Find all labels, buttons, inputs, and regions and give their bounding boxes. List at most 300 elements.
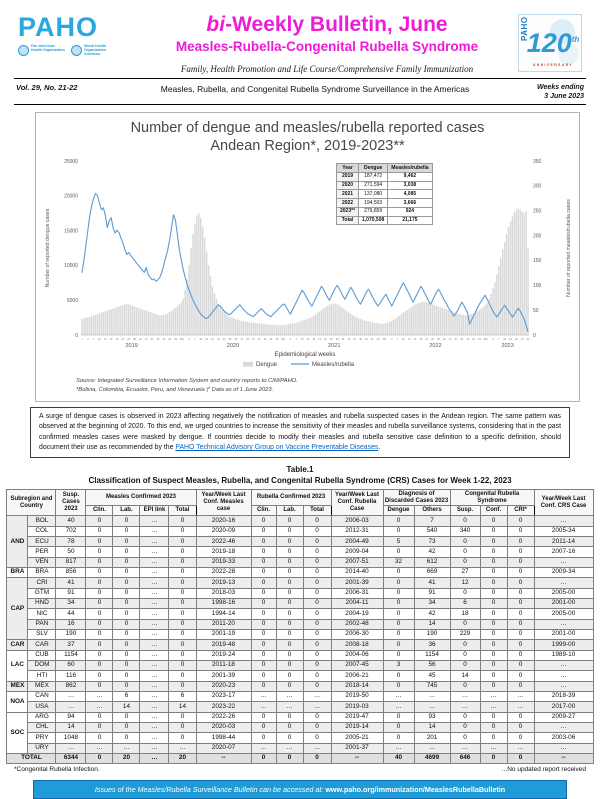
- data-cell: 0: [303, 537, 331, 547]
- svg-text:300: 300: [532, 184, 541, 191]
- country-cell: CAN: [28, 691, 56, 701]
- data-cell: 0: [303, 650, 331, 660]
- data-cell: 0: [507, 598, 534, 608]
- data-cell: 0: [507, 722, 534, 732]
- summary-cell: 2021: [337, 190, 359, 199]
- svg-text:15000: 15000: [63, 228, 78, 235]
- country-cell: HTI: [28, 671, 56, 681]
- svg-text:2021: 2021: [327, 343, 340, 350]
- subregion-cell: BRA: [7, 567, 28, 577]
- subcol-clin: Clin.: [251, 506, 276, 516]
- svg-text:50: 50: [532, 308, 539, 315]
- data-cell: 0: [507, 650, 534, 660]
- table-row: [7, 712, 593, 722]
- svg-text:28: 28: [436, 338, 440, 342]
- data-cell: 0: [113, 671, 140, 681]
- subcol-cri: CRI*: [507, 506, 534, 516]
- data-cell: …: [86, 702, 113, 712]
- data-cell: 0: [86, 516, 113, 526]
- data-cell: 0: [507, 712, 534, 722]
- country-cell: SLV: [28, 629, 56, 639]
- data-cell: 340: [450, 526, 480, 536]
- subcol-clin: Clin.: [86, 506, 113, 516]
- country-cell: CAR: [28, 640, 56, 650]
- data-cell: 0: [507, 660, 534, 670]
- table-row: [7, 547, 593, 557]
- data-cell: 2003-06: [534, 733, 593, 743]
- data-cell: 0: [276, 588, 303, 598]
- data-cell: 0: [450, 537, 480, 547]
- svg-text:31: 31: [442, 338, 446, 342]
- data-cell: 0: [276, 619, 303, 629]
- data-cell: 0: [113, 660, 140, 670]
- data-cell: 2019-13: [196, 578, 251, 588]
- data-cell: 0: [86, 650, 113, 660]
- bulletin-title: [144, 14, 510, 36]
- data-cell: 2001-00: [534, 629, 593, 639]
- summary-cell: 137,080: [359, 190, 388, 199]
- data-cell: …: [507, 743, 534, 753]
- surveillance-title: Measles, Rubella, and Congenital Rubella Syndrome Surveillance in the Americas: [160, 84, 470, 95]
- data-cell: …: [303, 743, 331, 753]
- data-cell: …: [534, 557, 593, 567]
- data-cell: 0: [303, 547, 331, 557]
- table-caption: Table.1 Classification of Suspect Measles, Rubella, and Congenital Rubella Syndrome (CRS) Cases for Week 1-22, 2023: [88, 465, 512, 486]
- data-cell: 0: [113, 547, 140, 557]
- svg-text:2023: 2023: [500, 343, 514, 350]
- org1-label: Pan American Health Organization: [31, 44, 65, 53]
- data-cell: 1998-44: [196, 733, 251, 743]
- data-cell: 2011-20: [196, 619, 251, 629]
- summary-row: [337, 216, 433, 225]
- data-cell: 0: [86, 609, 113, 619]
- data-cell: 2004-06: [331, 650, 383, 660]
- data-cell: 0: [450, 712, 480, 722]
- summary-cell: 2019: [337, 172, 359, 181]
- data-cell: 0: [86, 557, 113, 567]
- svg-text:34: 34: [144, 338, 148, 342]
- total-cell: 4699: [414, 753, 450, 763]
- data-cell: 0: [507, 588, 534, 598]
- data-cell: 0: [251, 609, 276, 619]
- data-cell: 2007-16: [534, 547, 593, 557]
- data-cell: …: [140, 681, 169, 691]
- total-cell: --: [196, 753, 251, 763]
- svg-text:19: 19: [520, 338, 524, 342]
- svg-text:7: 7: [295, 338, 297, 342]
- data-cell: 0: [276, 557, 303, 567]
- data-cell: 0: [450, 547, 480, 557]
- data-cell: …: [450, 743, 480, 753]
- data-cell: 0: [480, 578, 507, 588]
- data-cell: 0: [480, 629, 507, 639]
- data-cell: 0: [480, 733, 507, 743]
- data-cell: 0: [276, 712, 303, 722]
- data-cell: …: [534, 578, 593, 588]
- data-cell: 0: [86, 629, 113, 639]
- country-cell: CUB: [28, 650, 56, 660]
- data-cell: 0: [507, 619, 534, 629]
- data-cell: …: [56, 702, 86, 712]
- data-cell: 0: [303, 640, 331, 650]
- data-cell: 0: [303, 722, 331, 732]
- table-row: [7, 609, 593, 619]
- data-cell: 0: [507, 578, 534, 588]
- summary-cell: 279,859: [359, 207, 388, 216]
- data-cell: …: [534, 660, 593, 670]
- data-cell: 612: [414, 557, 450, 567]
- data-cell: 0: [113, 681, 140, 691]
- data-cell: 0: [113, 609, 140, 619]
- data-cell: 12: [450, 578, 480, 588]
- data-cell: 0: [113, 567, 140, 577]
- data-cell: 0: [383, 598, 414, 608]
- data-cell: 0: [276, 733, 303, 743]
- masthead: [0, 0, 600, 74]
- data-cell: …: [276, 743, 303, 753]
- paho-120-anniversary-logo: [518, 14, 582, 72]
- svg-text:46: 46: [370, 338, 374, 342]
- data-cell: 669: [414, 567, 450, 577]
- data-cell: 0: [450, 681, 480, 691]
- svg-text:16: 16: [210, 338, 214, 342]
- data-cell: 0: [383, 671, 414, 681]
- data-cell: 0: [251, 712, 276, 722]
- svg-text:43: 43: [161, 338, 165, 342]
- data-cell: 0: [303, 733, 331, 743]
- svg-text:7: 7: [193, 338, 196, 342]
- data-cell: 0: [450, 640, 480, 650]
- data-cell: 0: [507, 567, 534, 577]
- data-cell: …: [140, 733, 169, 743]
- table-row: [7, 743, 593, 753]
- data-cell: 0: [507, 671, 534, 681]
- data-cell: 0: [507, 547, 534, 557]
- data-cell: 0: [303, 671, 331, 681]
- chart-source-notes: [76, 377, 579, 394]
- svg-text:10: 10: [300, 338, 304, 342]
- data-cell: 2007-51: [331, 557, 383, 567]
- data-cell: 0: [169, 733, 196, 743]
- data-cell: 2019-03: [331, 702, 383, 712]
- table-footnotes: [0, 764, 600, 773]
- data-cell: 0: [251, 660, 276, 670]
- svg-text:31: 31: [138, 338, 142, 342]
- svg-text:13: 13: [103, 338, 107, 342]
- svg-text:4: 4: [491, 338, 494, 342]
- total-cell: 0: [276, 753, 303, 763]
- subcol-total: Total: [169, 506, 196, 516]
- data-cell: 0: [450, 619, 480, 629]
- volume-number: Vol. 29, No. 21-22: [16, 83, 78, 93]
- data-cell: 2019-24: [196, 650, 251, 660]
- country-cell: NIC: [28, 609, 56, 619]
- data-cell: 540: [414, 526, 450, 536]
- data-cell: 0: [303, 588, 331, 598]
- table-row: [7, 567, 593, 577]
- table-header-row-2: [7, 506, 593, 516]
- data-cell: 1154: [56, 650, 86, 660]
- svg-text:37: 37: [352, 338, 356, 342]
- data-cell: 2011-18: [196, 660, 251, 670]
- data-cell: 34: [414, 598, 450, 608]
- data-cell: 34: [56, 598, 86, 608]
- summary-cell: 2023**: [337, 207, 359, 216]
- source-line-1: Source: Integrated Surveillance Information System and country reports to CIM/PAHO.: [76, 378, 298, 385]
- data-cell: …: [140, 609, 169, 619]
- data-cell: 2006-31: [331, 588, 383, 598]
- table-row: [7, 516, 593, 526]
- svg-text:16: 16: [109, 338, 113, 342]
- data-cell: …: [414, 743, 450, 753]
- subcol-dengue: Dengue: [383, 506, 414, 516]
- data-cell: 0: [480, 598, 507, 608]
- svg-text:49: 49: [477, 338, 481, 342]
- total-cell: 0: [251, 753, 276, 763]
- data-cell: 0: [303, 567, 331, 577]
- data-cell: …: [251, 691, 276, 701]
- data-cell: 14: [113, 702, 140, 712]
- data-cell: 2019-14: [331, 722, 383, 732]
- data-cell: 0: [450, 733, 480, 743]
- svg-text:7: 7: [92, 338, 94, 342]
- data-cell: 2006-21: [331, 671, 383, 681]
- svg-text:22: 22: [120, 338, 124, 342]
- table-row: [7, 691, 593, 701]
- data-cell: 0: [86, 640, 113, 650]
- data-cell: 0: [383, 516, 414, 526]
- data-cell: 0: [113, 629, 140, 639]
- summary-cell: 3,038: [388, 181, 432, 190]
- subregion-cell: CAP: [7, 578, 28, 640]
- dengue-measles-chart: [41, 157, 575, 375]
- data-cell: 6: [113, 691, 140, 701]
- data-cell: 0: [303, 609, 331, 619]
- data-cell: 14: [56, 722, 86, 732]
- data-cell: 2008-18: [331, 640, 383, 650]
- data-cell: 0: [169, 650, 196, 660]
- data-cell: 0: [303, 681, 331, 691]
- data-cell: 0: [113, 598, 140, 608]
- table-row: [7, 671, 593, 681]
- data-cell: …: [140, 671, 169, 681]
- data-cell: 0: [86, 567, 113, 577]
- subcol-lab: Lab.: [276, 506, 303, 516]
- subcol-epilink: EPI link: [140, 506, 169, 516]
- data-cell: 50: [56, 547, 86, 557]
- data-cell: 0: [383, 526, 414, 536]
- total-cell: 6344: [56, 753, 86, 763]
- data-cell: 0: [276, 640, 303, 650]
- data-cell: 0: [480, 567, 507, 577]
- data-cell: …: [534, 722, 593, 732]
- svg-text:25: 25: [430, 338, 434, 342]
- data-cell: 42: [414, 609, 450, 619]
- summary-cell: 3,666: [388, 199, 432, 208]
- data-cell: …: [140, 547, 169, 557]
- summary-cell: 4,085: [388, 190, 432, 199]
- data-cell: 0: [113, 516, 140, 526]
- data-cell: 0: [251, 619, 276, 629]
- data-cell: …: [251, 743, 276, 753]
- data-cell: 0: [303, 526, 331, 536]
- col-measles-year: Year/Week Last Conf. Measles case: [196, 489, 251, 516]
- data-cell: 0: [480, 671, 507, 681]
- svg-text:28: 28: [335, 338, 339, 342]
- bulletin-title-block: [136, 14, 518, 74]
- data-cell: 0: [113, 733, 140, 743]
- data-cell: 2019-18: [196, 547, 251, 557]
- data-cell: 2009-34: [534, 567, 593, 577]
- data-cell: 0: [480, 547, 507, 557]
- paho-logo: [18, 14, 136, 56]
- data-cell: 0: [276, 598, 303, 608]
- svg-text:22: 22: [222, 338, 226, 342]
- footer-url-link[interactable]: www.paho.org/immunization/MeaslesRubellaBulletin: [325, 785, 506, 795]
- data-cell: 0: [169, 712, 196, 722]
- data-cell: …: [140, 702, 169, 712]
- data-cell: …: [140, 567, 169, 577]
- svg-text:43: 43: [263, 338, 267, 342]
- data-cell: 0: [276, 609, 303, 619]
- department-line: Family, Health Promotion and Life Course/Comprehensive Family Immunization: [180, 64, 474, 75]
- data-cell: 2023-17: [196, 691, 251, 701]
- data-cell: 0: [383, 681, 414, 691]
- data-cell: 0: [507, 629, 534, 639]
- svg-text:52: 52: [483, 338, 487, 342]
- data-cell: 0: [276, 681, 303, 691]
- svg-text:34: 34: [448, 338, 452, 342]
- data-cell: …: [276, 691, 303, 701]
- svg-text:250: 250: [532, 208, 541, 215]
- svg-text:2022: 2022: [428, 343, 442, 350]
- data-cell: 0: [86, 619, 113, 629]
- data-cell: 2001-00: [534, 598, 593, 608]
- data-cell: …: [450, 691, 480, 701]
- svg-text:1: 1: [283, 338, 285, 342]
- data-cell: 0: [480, 588, 507, 598]
- country-cell: GTM: [28, 588, 56, 598]
- paho-logo-word: PAHO: [18, 12, 99, 42]
- svg-text:1: 1: [384, 338, 387, 342]
- country-cell: MEX: [28, 681, 56, 691]
- svg-text:52: 52: [381, 338, 385, 342]
- data-cell: 0: [480, 516, 507, 526]
- svg-text:40: 40: [358, 338, 362, 342]
- svg-text:22: 22: [424, 338, 428, 342]
- data-cell: 0: [251, 557, 276, 567]
- chart-summary-table: [336, 163, 433, 225]
- data-cell: 0: [86, 722, 113, 732]
- data-cell: 0: [169, 537, 196, 547]
- data-cell: 2022-26: [196, 712, 251, 722]
- data-cell: 0: [276, 660, 303, 670]
- country-cell: USA: [28, 702, 56, 712]
- divider: [14, 104, 586, 105]
- data-cell: …: [140, 557, 169, 567]
- data-cell: 2020-16: [196, 516, 251, 526]
- data-cell: …: [140, 588, 169, 598]
- data-cell: …: [140, 619, 169, 629]
- svg-text:200: 200: [532, 233, 541, 240]
- data-cell: 7: [414, 516, 450, 526]
- data-cell: 0: [169, 671, 196, 681]
- data-cell: 2006-03: [331, 516, 383, 526]
- data-cell: 56: [414, 660, 450, 670]
- data-cell: …: [507, 691, 534, 701]
- footer-banner: [33, 780, 567, 799]
- country-cell: URY: [28, 743, 56, 753]
- data-cell: …: [140, 691, 169, 701]
- data-cell: …: [383, 691, 414, 701]
- anniversary-number: 120th: [526, 27, 580, 58]
- data-cell: 0: [480, 660, 507, 670]
- data-cell: 2018-14: [331, 681, 383, 691]
- svg-text:13: 13: [305, 338, 309, 342]
- svg-text:2019: 2019: [124, 343, 138, 350]
- data-cell: 0: [169, 640, 196, 650]
- data-cell: 2022-46: [196, 537, 251, 547]
- data-cell: …: [140, 650, 169, 660]
- svg-text:16: 16: [413, 338, 416, 342]
- svg-text:7: 7: [497, 338, 500, 342]
- dengue-measles-chart-panel: [35, 112, 580, 402]
- data-cell: 0: [169, 567, 196, 577]
- title-italic-part: bi: [206, 13, 226, 36]
- data-cell: 0: [251, 537, 276, 547]
- data-cell: 0: [450, 516, 480, 526]
- data-cell: 0: [169, 578, 196, 588]
- data-cell: 0: [303, 629, 331, 639]
- svg-text:46: 46: [167, 338, 171, 342]
- title-rest-part: -Weekly Bulletin, June: [225, 13, 448, 36]
- table-row: [7, 733, 593, 743]
- data-cell: 78: [56, 537, 86, 547]
- svg-text:22: 22: [323, 338, 327, 342]
- svg-text:25: 25: [228, 338, 231, 342]
- tag-link[interactable]: PAHO Technical Advisory Group on Vaccine Preventable Diseases: [175, 443, 379, 451]
- data-cell: 2012-31: [331, 526, 383, 536]
- summary-cell: 187,472: [359, 172, 388, 181]
- svg-text:0: 0: [74, 333, 78, 340]
- data-cell: 201: [414, 733, 450, 743]
- data-cell: 3: [383, 660, 414, 670]
- data-cell: …: [140, 537, 169, 547]
- data-cell: 0: [251, 516, 276, 526]
- table-row: [7, 702, 593, 712]
- data-cell: 0: [113, 650, 140, 660]
- data-cell: 40: [56, 516, 86, 526]
- data-cell: …: [56, 743, 86, 753]
- table-row: [7, 578, 593, 588]
- summary-col-measles: Measles/rubella: [388, 164, 432, 173]
- svg-text:10: 10: [97, 338, 101, 342]
- data-cell: 0: [383, 629, 414, 639]
- data-cell: 14: [169, 702, 196, 712]
- svg-text:350: 350: [532, 159, 541, 166]
- svg-text:4: 4: [390, 338, 392, 342]
- svg-text:31: 31: [341, 338, 344, 342]
- data-cell: 0: [169, 598, 196, 608]
- anniversary-label: ANNIVERSARY: [533, 63, 573, 67]
- data-cell: 45: [414, 671, 450, 681]
- data-cell: …: [480, 702, 507, 712]
- data-cell: 0: [303, 660, 331, 670]
- data-cell: 0: [507, 526, 534, 536]
- data-cell: …: [414, 691, 450, 701]
- country-cell: DOM: [28, 660, 56, 670]
- data-cell: 2019-50: [331, 691, 383, 701]
